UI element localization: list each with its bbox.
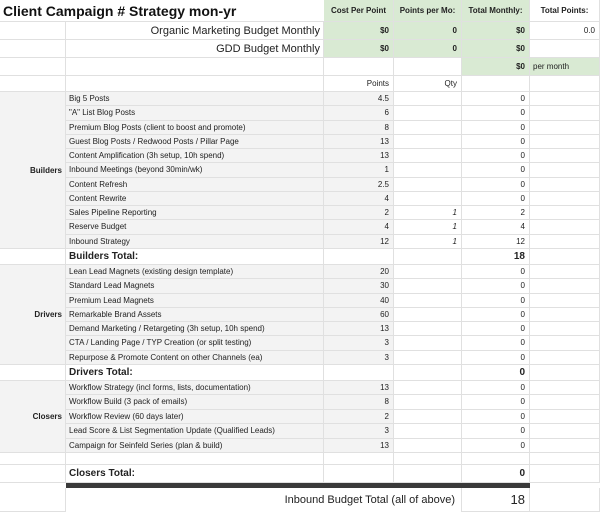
item-total[interactable]: 0 <box>462 163 530 177</box>
cell-empty[interactable] <box>394 465 462 483</box>
cell-empty[interactable] <box>530 381 600 395</box>
item-qty[interactable] <box>394 135 462 149</box>
item-name[interactable]: Standard Lead Magnets <box>66 279 324 293</box>
cell-empty[interactable] <box>324 453 394 465</box>
item-qty[interactable] <box>394 395 462 409</box>
item-qty[interactable] <box>394 163 462 177</box>
organic-monthly[interactable]: $0 <box>462 22 530 40</box>
item-points[interactable]: 13 <box>324 439 394 453</box>
item-qty[interactable] <box>394 178 462 192</box>
cell-empty[interactable] <box>530 365 600 381</box>
organic-budget-label[interactable]: Organic Marketing Budget Monthly <box>66 22 324 40</box>
cell-empty[interactable] <box>530 135 600 149</box>
item-total[interactable]: 0 <box>462 135 530 149</box>
item-total[interactable]: 0 <box>462 106 530 120</box>
cell-empty[interactable] <box>530 410 600 424</box>
organic-cost[interactable]: $0 <box>324 22 394 40</box>
item-points[interactable]: 12 <box>324 235 394 249</box>
item-qty[interactable] <box>394 439 462 453</box>
item-points[interactable]: 4 <box>324 192 394 206</box>
closers-total-value[interactable]: 0 <box>462 465 530 483</box>
item-total[interactable]: 0 <box>462 336 530 350</box>
list-item <box>0 149 600 163</box>
organic-points[interactable]: 0 <box>394 22 462 40</box>
item-points[interactable]: 1 <box>324 163 394 177</box>
cell-empty[interactable] <box>66 76 324 92</box>
item-points[interactable]: 4.5 <box>324 92 394 106</box>
cell-empty[interactable] <box>530 192 600 206</box>
item-name[interactable]: Content Amplification (3h setup, 10h spend) <box>66 149 324 163</box>
item-total[interactable]: 12 <box>462 235 530 249</box>
item-qty[interactable] <box>394 92 462 106</box>
builders-total-label[interactable]: Builders Total: <box>66 249 324 265</box>
total-points-value[interactable]: 0.0 <box>530 22 600 40</box>
col-total-points[interactable]: Total Points: <box>530 0 600 22</box>
list-item <box>0 336 600 350</box>
item-name[interactable]: Workflow Review (60 days later) <box>66 410 324 424</box>
drivers-group-label[interactable]: Drivers <box>0 265 66 365</box>
item-name[interactable]: Content Rewrite <box>66 192 324 206</box>
points-header[interactable]: Points <box>324 76 394 92</box>
item-qty[interactable] <box>394 106 462 120</box>
per-month-label[interactable]: per month <box>530 58 600 76</box>
item-points[interactable]: 13 <box>324 149 394 163</box>
cell-empty[interactable] <box>530 40 600 58</box>
list-item <box>0 192 600 206</box>
cell-empty[interactable] <box>394 365 462 381</box>
item-points[interactable]: 3 <box>324 351 394 365</box>
item-total[interactable]: 0 <box>462 410 530 424</box>
cell-empty[interactable] <box>530 395 600 409</box>
item-total[interactable]: 4 <box>462 220 530 234</box>
item-points[interactable]: 8 <box>324 121 394 135</box>
closers-total-row <box>0 465 600 483</box>
list-item <box>0 265 600 279</box>
sheet-title[interactable]: Client Campaign # Strategy mon-yr <box>0 0 324 22</box>
cell-empty[interactable] <box>0 249 66 265</box>
cell-empty[interactable] <box>530 265 600 279</box>
cell-empty[interactable] <box>0 465 66 483</box>
header-row <box>0 0 600 22</box>
cell-empty[interactable] <box>530 106 600 120</box>
item-points[interactable]: 40 <box>324 294 394 308</box>
cell-empty[interactable] <box>394 249 462 265</box>
item-name[interactable]: Content Refresh <box>66 178 324 192</box>
cell-empty[interactable] <box>530 439 600 453</box>
cell-empty[interactable] <box>530 424 600 438</box>
list-item <box>0 220 600 234</box>
cell-empty[interactable] <box>66 453 324 465</box>
item-total[interactable]: 0 <box>462 322 530 336</box>
per-month-value[interactable]: $0 <box>462 58 530 76</box>
item-name[interactable]: Lean Lead Magnets (existing design template) <box>66 265 324 279</box>
cell-empty[interactable] <box>462 453 530 465</box>
list-item <box>0 206 600 220</box>
item-qty[interactable] <box>394 424 462 438</box>
item-total[interactable]: 0 <box>462 294 530 308</box>
item-total[interactable]: 0 <box>462 279 530 293</box>
cell-empty[interactable] <box>530 178 600 192</box>
cell-empty[interactable] <box>530 308 600 322</box>
cell-empty[interactable] <box>530 206 600 220</box>
cell-empty[interactable] <box>0 76 66 92</box>
cell-empty[interactable] <box>0 453 66 465</box>
cell-empty[interactable] <box>530 220 600 234</box>
list-item <box>0 135 600 149</box>
cell-empty[interactable] <box>0 40 66 58</box>
inbound-total-row <box>0 488 600 512</box>
item-points[interactable]: 2 <box>324 206 394 220</box>
item-total[interactable]: 0 <box>462 351 530 365</box>
item-qty[interactable] <box>394 294 462 308</box>
item-name[interactable]: Workflow Build (3 pack of emails) <box>66 395 324 409</box>
item-points[interactable]: 20 <box>324 265 394 279</box>
item-qty[interactable] <box>394 149 462 163</box>
gdd-cost[interactable]: $0 <box>324 40 394 58</box>
item-qty[interactable] <box>394 322 462 336</box>
spacer-row <box>0 453 600 465</box>
list-item <box>0 381 600 395</box>
list-item <box>0 294 600 308</box>
item-points[interactable]: 13 <box>324 381 394 395</box>
item-points[interactable]: 4 <box>324 220 394 234</box>
list-item <box>0 410 600 424</box>
cell-empty[interactable] <box>530 453 600 465</box>
cell-empty[interactable] <box>530 322 600 336</box>
list-item <box>0 395 600 409</box>
list-item <box>0 424 600 438</box>
builders-group-label[interactable]: Builders <box>0 92 66 249</box>
item-name[interactable]: Repurpose & Promote Content on other Channels (ea) <box>66 351 324 365</box>
item-total[interactable]: 2 <box>462 206 530 220</box>
gdd-budget-label[interactable]: GDD Budget Monthly <box>66 40 324 58</box>
list-item <box>0 322 600 336</box>
item-qty[interactable] <box>394 381 462 395</box>
inbound-total-label[interactable]: Inbound Budget Total (all of above) <box>66 488 462 512</box>
cell-empty[interactable] <box>324 365 394 381</box>
list-item <box>0 439 600 453</box>
item-total[interactable]: 0 <box>462 265 530 279</box>
cell-empty[interactable] <box>530 121 600 135</box>
item-points[interactable]: 30 <box>324 279 394 293</box>
col-points-per-mo[interactable]: Points per Mo: <box>394 0 462 22</box>
drivers-total-row <box>0 365 600 381</box>
item-name[interactable]: Inbound Strategy <box>66 235 324 249</box>
inbound-total-value[interactable]: 18 <box>462 488 530 512</box>
item-total[interactable]: 0 <box>462 149 530 163</box>
item-total[interactable]: 0 <box>462 424 530 438</box>
item-name[interactable]: Campaign for Seinfeld Series (plan & build) <box>66 439 324 453</box>
item-name[interactable]: Lead Score & List Segmentation Update (Qualified Leads) <box>66 424 324 438</box>
item-name[interactable]: "A" List Blog Posts <box>66 106 324 120</box>
builders-total-row <box>0 249 600 265</box>
per-month-row <box>0 58 600 76</box>
item-points[interactable]: 3 <box>324 336 394 350</box>
cell-empty[interactable] <box>324 465 394 483</box>
item-total[interactable]: 0 <box>462 439 530 453</box>
cell-empty[interactable] <box>324 58 394 76</box>
cell-empty[interactable] <box>530 92 600 106</box>
cell-empty[interactable] <box>462 76 530 92</box>
item-total[interactable]: 0 <box>462 92 530 106</box>
list-item <box>0 351 600 365</box>
item-total[interactable]: 0 <box>462 178 530 192</box>
list-item <box>0 106 600 120</box>
cell-empty[interactable] <box>530 149 600 163</box>
item-name[interactable]: Big 5 Posts <box>66 92 324 106</box>
item-name[interactable]: Guest Blog Posts / Redwood Posts / Pillar Page <box>66 135 324 149</box>
closers-group-label[interactable]: Closers <box>0 381 66 453</box>
item-points[interactable]: 8 <box>324 395 394 409</box>
cell-empty[interactable] <box>0 365 66 381</box>
cell-empty[interactable] <box>530 235 600 249</box>
drivers-total-value[interactable]: 0 <box>462 365 530 381</box>
item-total[interactable]: 0 <box>462 395 530 409</box>
item-qty[interactable]: 1 <box>394 235 462 249</box>
cell-empty[interactable] <box>530 465 600 483</box>
item-points[interactable]: 13 <box>324 135 394 149</box>
item-name[interactable]: Remarkable Brand Assets <box>66 308 324 322</box>
cell-empty[interactable] <box>530 279 600 293</box>
closers-total-label[interactable]: Closers Total: <box>66 465 324 483</box>
cell-empty[interactable] <box>394 58 462 76</box>
builders-total-value[interactable]: 18 <box>462 249 530 265</box>
cell-empty[interactable] <box>530 163 600 177</box>
item-qty[interactable] <box>394 192 462 206</box>
item-qty[interactable] <box>394 336 462 350</box>
item-qty[interactable] <box>394 410 462 424</box>
item-name[interactable]: Sales Pipeline Reporting <box>66 206 324 220</box>
item-points[interactable]: 60 <box>324 308 394 322</box>
item-name[interactable]: Reserve Budget <box>66 220 324 234</box>
cell-empty[interactable] <box>394 453 462 465</box>
item-name[interactable]: Premium Lead Magnets <box>66 294 324 308</box>
item-qty[interactable]: 1 <box>394 206 462 220</box>
cell-empty[interactable] <box>530 336 600 350</box>
gdd-monthly[interactable]: $0 <box>462 40 530 58</box>
cell-empty[interactable] <box>0 58 66 76</box>
list-item <box>0 235 600 249</box>
cell-empty[interactable] <box>324 249 394 265</box>
item-qty[interactable] <box>394 265 462 279</box>
budget-row-gdd <box>0 40 600 58</box>
cell-empty[interactable] <box>0 488 66 512</box>
item-qty[interactable] <box>394 279 462 293</box>
list-item <box>0 279 600 293</box>
item-qty[interactable] <box>394 121 462 135</box>
cell-empty[interactable] <box>0 22 66 40</box>
cell-empty[interactable] <box>66 58 324 76</box>
list-item <box>0 308 600 322</box>
item-name[interactable]: CTA / Landing Page / TYP Creation (or split testing) <box>66 336 324 350</box>
item-points[interactable]: 3 <box>324 424 394 438</box>
item-points[interactable]: 2 <box>324 410 394 424</box>
drivers-total-label[interactable]: Drivers Total: <box>66 365 324 381</box>
list-item <box>0 121 600 135</box>
item-points[interactable]: 13 <box>324 322 394 336</box>
item-points[interactable]: 2.5 <box>324 178 394 192</box>
qty-header[interactable]: Qty <box>394 76 462 92</box>
cell-empty[interactable] <box>530 351 600 365</box>
item-total[interactable]: 0 <box>462 121 530 135</box>
item-total[interactable]: 0 <box>462 308 530 322</box>
budget-row-organic <box>0 22 600 40</box>
item-qty[interactable]: 1 <box>394 220 462 234</box>
table-header-row <box>0 76 600 92</box>
item-name[interactable]: Demand Marketing / Retargeting (3h setup, 10h spend) <box>66 322 324 336</box>
item-name[interactable]: Inbound Meetings (beyond 30min/wk) <box>66 163 324 177</box>
item-total[interactable]: 0 <box>462 192 530 206</box>
cell-empty[interactable] <box>530 294 600 308</box>
cell-empty[interactable] <box>530 76 600 92</box>
item-name[interactable]: Premium Blog Posts (client to boost and promote) <box>66 121 324 135</box>
list-item <box>0 92 600 106</box>
gdd-points[interactable]: 0 <box>394 40 462 58</box>
item-qty[interactable] <box>394 308 462 322</box>
list-item <box>0 163 600 177</box>
item-qty[interactable] <box>394 351 462 365</box>
item-points[interactable]: 6 <box>324 106 394 120</box>
col-cost-per-point[interactable]: Cost Per Point <box>324 0 394 22</box>
cell-empty[interactable] <box>530 488 600 512</box>
list-item <box>0 178 600 192</box>
item-total[interactable]: 0 <box>462 381 530 395</box>
item-name[interactable]: Workflow Strategy (incl forms, lists, documentation) <box>66 381 324 395</box>
col-total-monthly[interactable]: Total Monthly: <box>462 0 530 22</box>
cell-empty[interactable] <box>530 249 600 265</box>
